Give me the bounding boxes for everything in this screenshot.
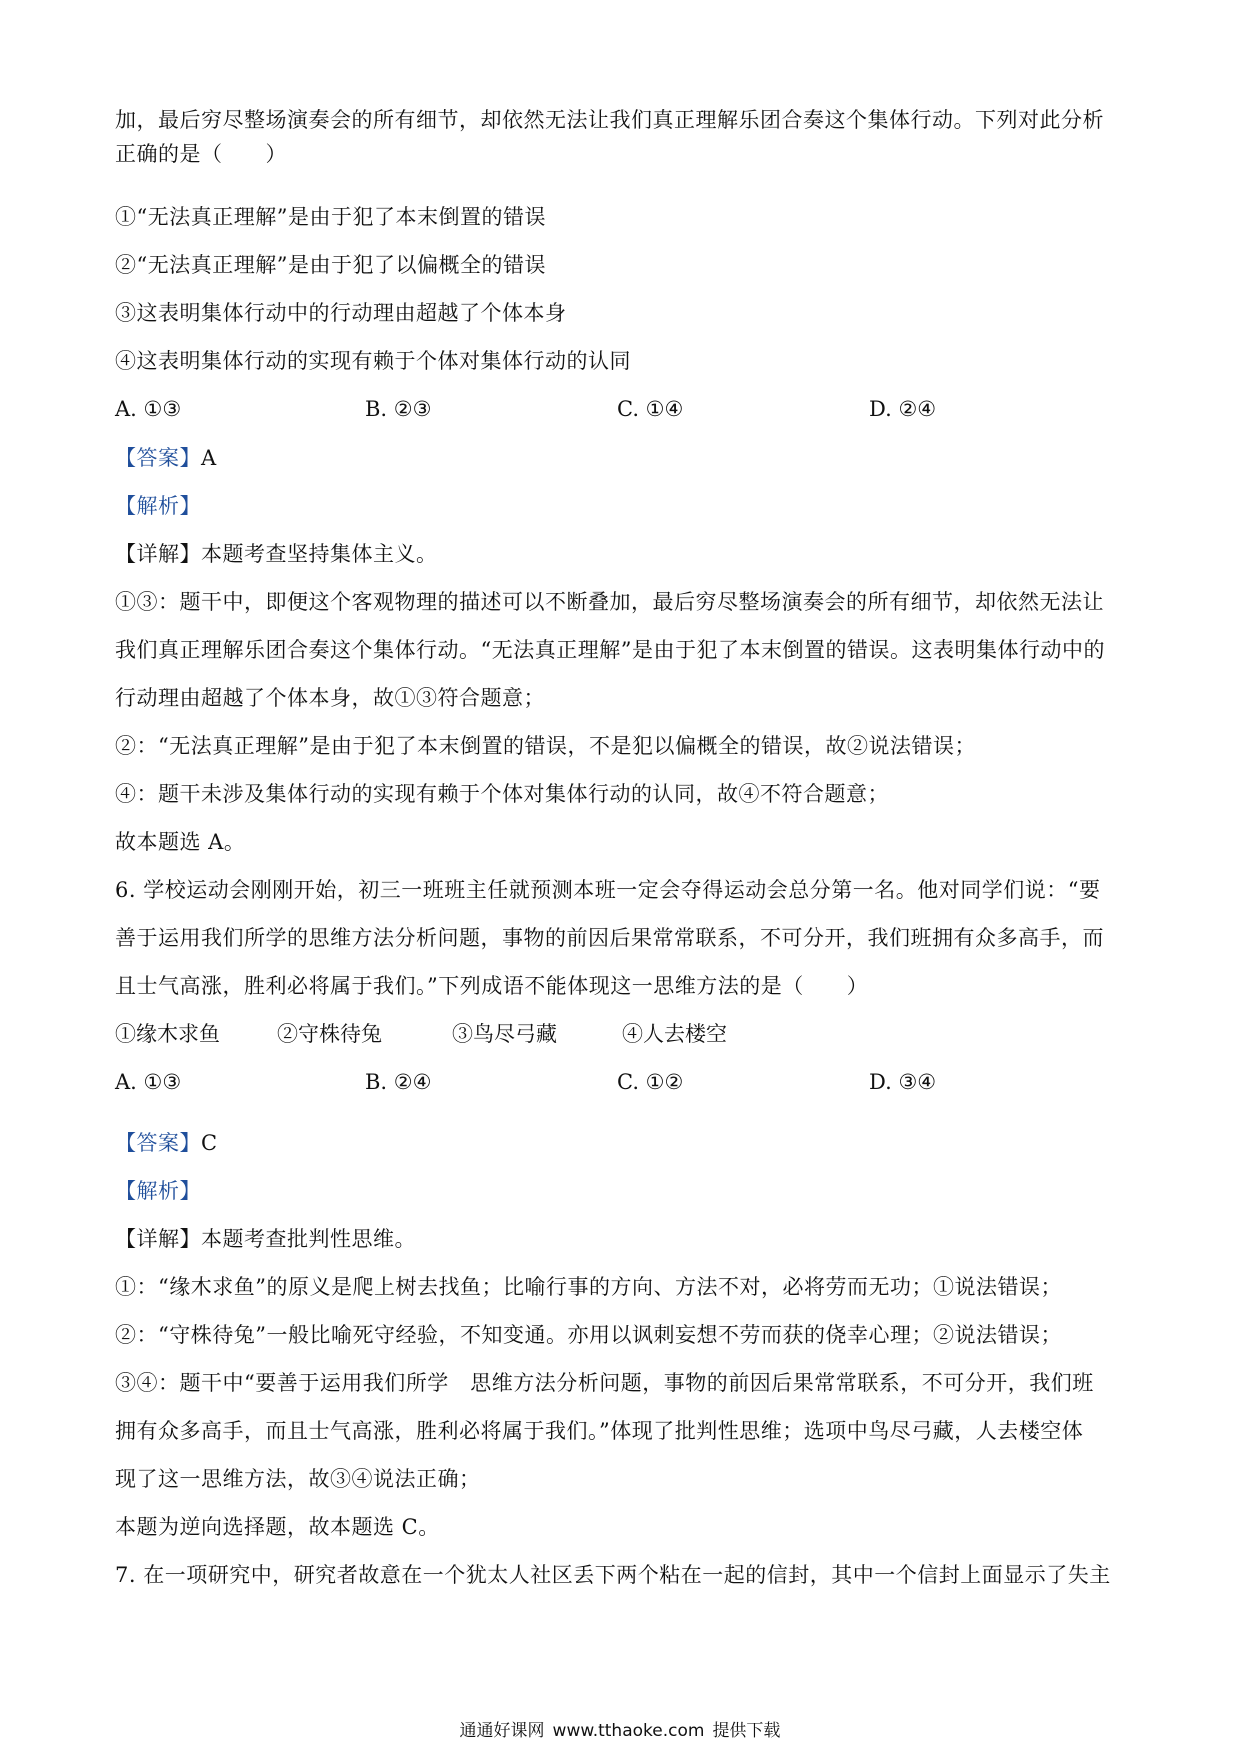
q6-item-4: ④人去楼空 — [622, 1022, 727, 1046]
q5-detail-row — [115, 541, 1125, 567]
q6-item-2: ②守株待兔 — [277, 1022, 382, 1046]
q5-item-1: ①“无法真正理解”是由于犯了本末倒置的错误 — [115, 205, 546, 229]
q5-explanation-line-2: 我们真正理解乐团合奏这个集体行动。“无法真正理解”是由于犯了本末倒置的错误。这表明集体行动中的 — [115, 638, 1105, 662]
page-footer — [0, 1716, 1240, 1741]
q5-option-d: D. ②④ — [869, 397, 937, 421]
q5-option-a: A. ①③ — [115, 397, 182, 421]
q5-explanation-line-1: ①③：题干中，即便这个客观物理的描述可以不断叠加，最后穷尽整场演奏会的所有细节，却依然无法让 — [115, 590, 1104, 614]
q5-explanation-line-4: ②：“无法真正理解”是由于犯了本末倒置的错误，不是犯以偏概全的错误，故②说法错误； — [115, 734, 976, 758]
q7-stem-line-1: 7. 在一项研究中，研究者故意在一个犹太人社区丢下两个粘在一起的信封，其中一个信封上面显示了失主 — [115, 1563, 1111, 1587]
q5-stem-line-1: 加，最后穷尽整场演奏会的所有细节，却依然无法让我们真正理解乐团合奏这个集体行动。下列对此分析 — [115, 108, 1104, 132]
q6-analysis-row — [115, 1178, 1125, 1204]
q6-option-a: A. ①③ — [115, 1070, 182, 1094]
q6-detail-text: 本题考查批判性思维。 — [201, 1227, 416, 1251]
q6-stem-line-2: 善于运用我们所学的思维方法分析问题，事物的前因后果常常联系，不可分开，我们班拥有众多高手，而 — [115, 926, 1104, 950]
detail-tag: 【详解】 — [115, 542, 201, 566]
q6-explanation-line-2: ②：“守株待兔”一般比喻死守经验，不知变通。亦用以讽刺妄想不劳而获的侥幸心理；②说法错误； — [115, 1323, 1062, 1347]
answer-tag: 【答案】 — [115, 446, 201, 470]
analysis-tag: 【解析】 — [115, 1179, 201, 1203]
detail-tag: 【详解】 — [115, 1227, 201, 1251]
q6-explanation-line-5: 现了这一思维方法，故③④说法正确； — [115, 1467, 481, 1491]
q6-detail-row — [115, 1226, 1125, 1252]
q5-explanation-line-3: 行动理由超越了个体本身，故①③符合题意； — [115, 686, 545, 710]
q6-explanation-line-1: ①：“缘木求鱼”的原义是爬上树去找鱼；比喻行事的方向、方法不对，必将劳而无功；①说法错误； — [115, 1275, 1062, 1299]
footer-suffix: 提供下载 — [712, 1721, 781, 1741]
answer-tag: 【答案】 — [115, 1131, 201, 1155]
footer-site-name: 通通好课网 — [459, 1721, 545, 1741]
q5-answer-value: A — [201, 446, 217, 470]
q6-explanation-line-4: 拥有众多高手，而且士气高涨，胜利必将属于我们。”体现了批判性思维；选项中鸟尽弓藏，人去楼空体 — [115, 1419, 1084, 1443]
q5-explanation-line-5: ④：题干未涉及集体行动的实现有赖于个体对集体行动的认同，故④不符合题意； — [115, 782, 889, 806]
q5-item-4: ④这表明集体行动的实现有赖于个体对集体行动的认同 — [115, 349, 631, 373]
q6-option-b: B. ②④ — [365, 1070, 432, 1094]
q6-stem-line-1: 6. 学校运动会刚刚开始，初三一班班主任就预测本班一定会夺得运动会总分第一名。他对同学们说：“要 — [115, 878, 1101, 902]
q5-item-2: ②“无法真正理解”是由于犯了以偏概全的错误 — [115, 253, 546, 277]
q5-stem-line-2: 正确的是（ ） — [115, 142, 287, 166]
q5-explanation-line-6: 故本题选 A。 — [115, 830, 246, 854]
q6-item-3: ③鸟尽弓藏 — [452, 1022, 557, 1046]
q6-explanation-line-3: ③④：题干中“要善于运用我们所学 思维方法分析问题，事物的前因后果常常联系，不可分开，我们班 — [115, 1371, 1094, 1395]
q5-item-3: ③这表明集体行动中的行动理由超越了个体本身 — [115, 301, 567, 325]
q5-option-c: C. ①④ — [617, 397, 684, 421]
q6-option-c: C. ①② — [617, 1070, 684, 1094]
q6-answer-value: C — [201, 1131, 218, 1155]
q6-explanation-line-6: 本题为逆向选择题，故本题选 C。 — [115, 1515, 440, 1539]
q5-answer-row — [115, 445, 1125, 471]
q5-analysis-row — [115, 493, 1125, 519]
q6-stem-line-3: 且士气高涨，胜利必将属于我们。”下列成语不能体现这一思维方法的是（ ） — [115, 974, 869, 998]
q6-answer-row — [115, 1130, 1125, 1156]
q6-option-d: D. ③④ — [869, 1070, 937, 1094]
footer-url[interactable]: www.tthaoke.com — [552, 1721, 705, 1741]
q5-option-b: B. ②③ — [365, 397, 432, 421]
q5-detail-text: 本题考查坚持集体主义。 — [201, 542, 438, 566]
q6-item-1: ①缘木求鱼 — [115, 1022, 220, 1046]
analysis-tag: 【解析】 — [115, 494, 201, 518]
